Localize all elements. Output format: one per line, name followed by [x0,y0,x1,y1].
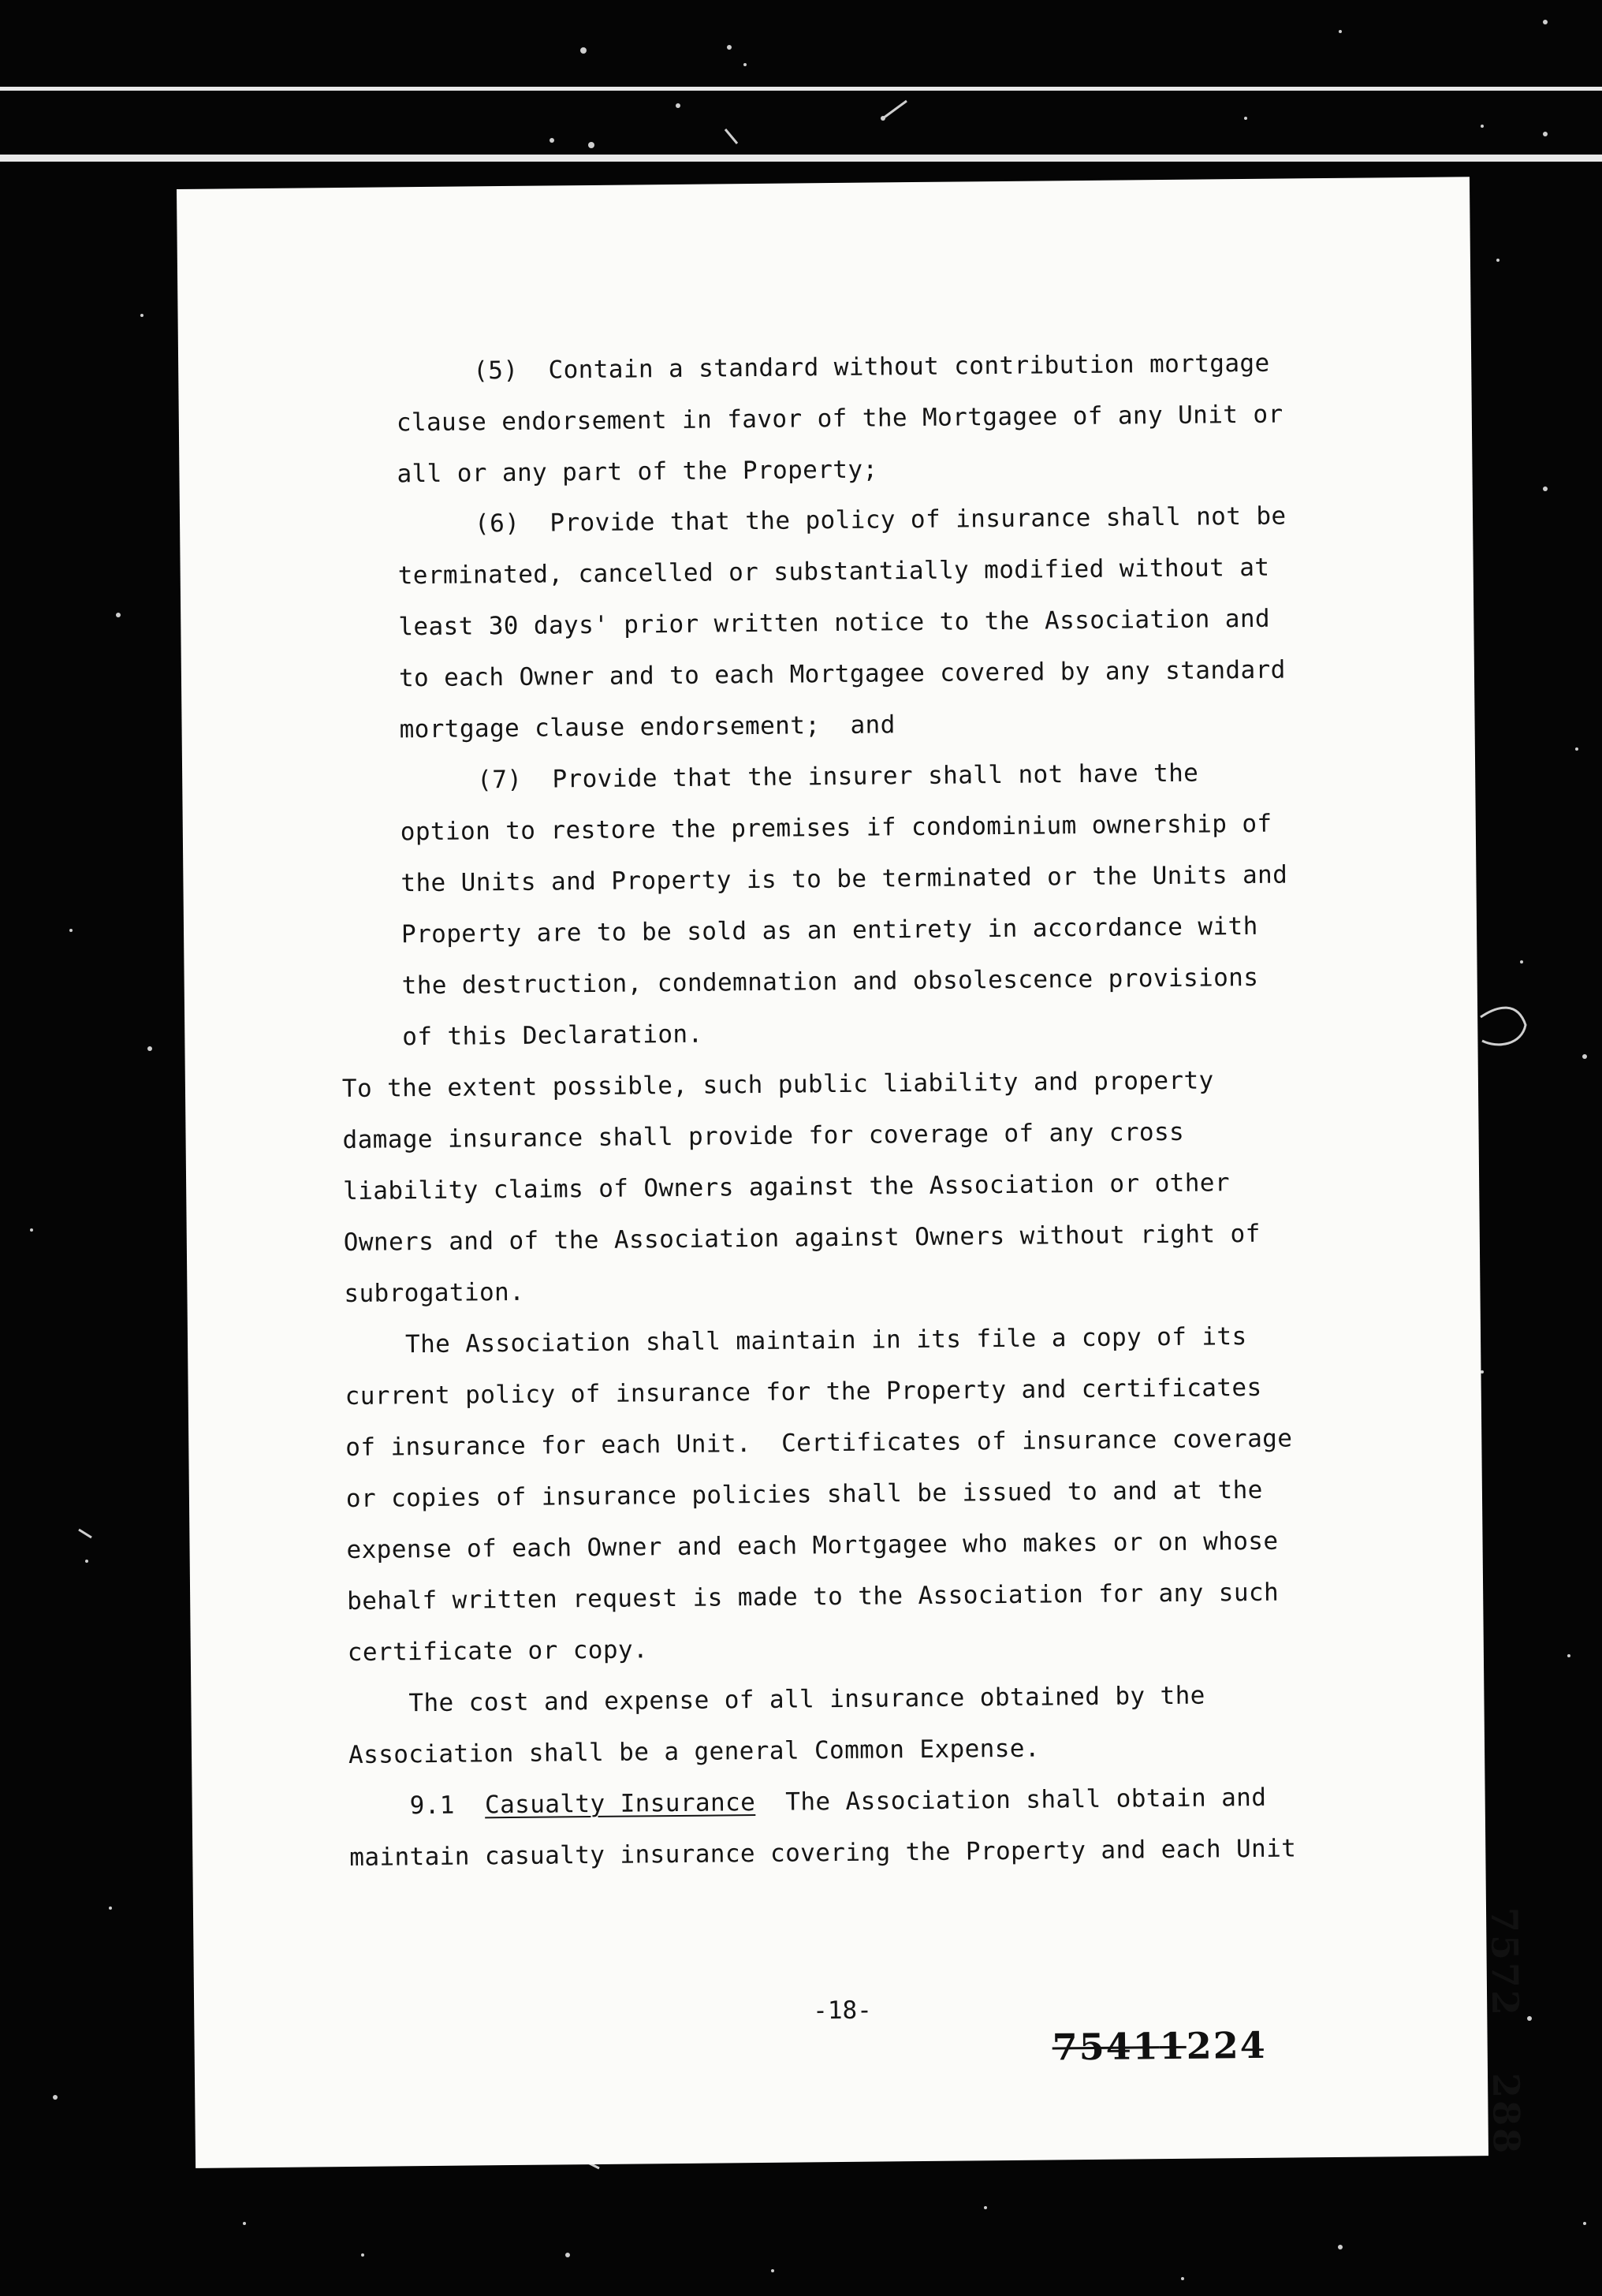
body-line: liability claims of Owners against the Association or other [343,1168,1231,1206]
stamp-page-number: 288 [1485,2072,1529,2156]
body-line: option to restore the premises if condominium ownership of [400,809,1272,847]
body-line: the destruction, condemnation and obsolescence provisions [401,963,1259,1001]
body-line: subrogation. [344,1277,525,1309]
struck-page-digit: 1 [1159,2024,1187,2068]
body-line: least 30 days' prior written notice to the Association and [398,604,1271,642]
body-line: (6) Provide that the policy of insurance shall not be [474,501,1287,539]
body-line: mortgage clause endorsement; and [399,710,896,744]
body-line: clause endorsement in favor of the Mortgagee of any Unit or [396,400,1283,438]
body-line: The cost and expense of all insurance obtained by the [408,1681,1205,1718]
body-line: To the extent possible, such public liability and property [341,1066,1214,1104]
struck-book-number: 7541 [1052,2025,1160,2069]
body-line: all or any part of the Property; [397,455,878,489]
scan-top-rule [0,155,1602,162]
body-line: certificate or copy. [347,1635,649,1668]
body-line: of this Declaration. [402,1019,703,1052]
body-line: or copies of insurance policies shall be issued to and at the [345,1475,1263,1514]
body-line: Property are to be sold as an entirety in accordance with [400,911,1258,949]
body-line: (7) Provide that the insurer shall not have the [477,758,1199,795]
body-line: the Units and Property is to be terminated or the Units and [400,860,1288,898]
stamp-page-number: 224 [1186,2023,1267,2067]
section-number: 9.1 [409,1791,456,1821]
body-line: maintain casualty insurance covering the Property and each Unit [349,1834,1297,1872]
body-line: to each Owner and to each Mortgagee covered by any standard [398,655,1286,693]
stamp-book-number: 7572 [1482,1906,1527,2018]
body-line: current policy of insurance for the Property and certificates [345,1373,1262,1411]
body-line: expense of each Owner and each Mortgagee who makes or on whose [346,1526,1279,1565]
document-page [177,177,1529,2168]
body-line: Owners and of the Association against Owners without right of [343,1219,1261,1258]
section-heading: Casualty Insurance [484,1788,756,1820]
body-line: behalf written request is made to the Association for any such [347,1578,1280,1616]
body-line: Association shall be a general Common Expense. [348,1734,1041,1769]
body-line: The Association shall maintain in its file a copy of its [404,1322,1247,1359]
recording-stamp [1052,2024,1267,2069]
section-9-1-line [410,1782,1267,1821]
body-line: damage insurance shall provide for coverage of any cross [342,1117,1185,1155]
body-line: terminated, cancelled or substantially modified without at [397,553,1270,591]
body-line: of insurance for each Unit. Certificates of insurance coverage [345,1424,1293,1463]
scan-top-rule [0,87,1602,91]
section-text: The Association shall obtain and [785,1783,1267,1817]
body-line: (5) Contain a standard without contribution mortgage [473,348,1270,386]
book-page-stamp [1483,1907,1528,2156]
page-number: -18- [813,1996,873,2026]
